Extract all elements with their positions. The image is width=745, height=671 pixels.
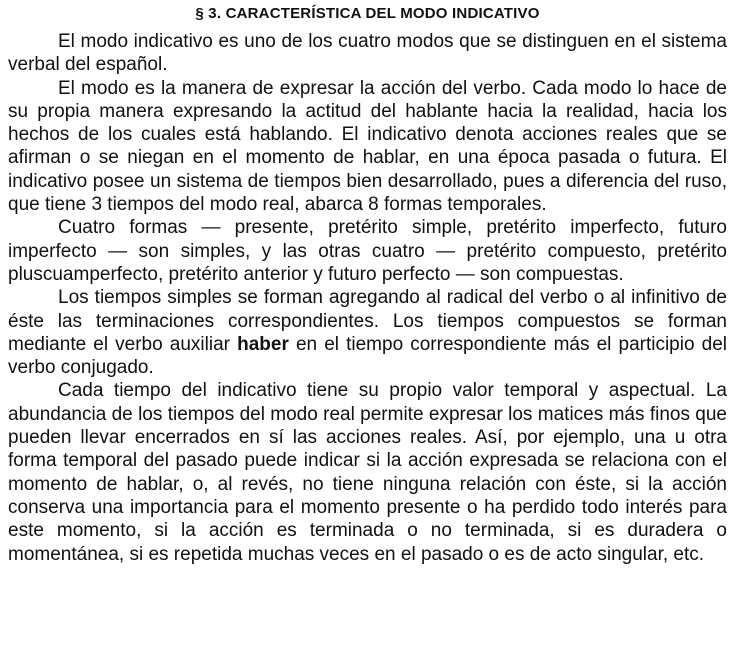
paragraph-5: Cada tiempo del indicativo tiene su propio valor temporal y aspectual. La abundancia de los tiempos del modo real permite expresar los matices más finos que pueden llevar encerrados en sí las acciones reales. Así, por ejemplo, una u otra forma temporal del pasado puede indicar si la acción expresada se relaciona con el momento de hablar, o, al revés, no tiene ninguna relación con éste, si la acción conserva una importancia para el momento presente o ha perdido todo interés para este momento, si la acción es terminada o no terminada, si es duradera o momentánea, si es repetida muchas veces en el pasado o es de acto singular, etc. [8,380,727,565]
paragraph-1: El modo indicativo es uno de los cuatro modos que se distinguen en el sistema verbal del español. [8,31,727,76]
paragraph-4-text-before: Los tiempos simples se forman agregando al radical del verbo o al infinitivo de éste las terminaciones correspondientes. Los tiempos compuestos se forman mediante el verbo auxiliar [8,287,727,355]
paragraph-4 [8,286,727,379]
paragraph-4-text-after: en el tiempo correspondiente más el participio del verbo conjugado. [8,333,727,379]
paragraph-2: El modo es la manera de expresar la acción del verbo. Cada modo lo hace de su propia manera expresando la actitud del hablante hacia la realidad, hacia los hechos de los cuales está hablando. El indicativo denota acciones reales que se afirman o se niegan en el momento de hablar, en una época pasada o futura. El indicativo posee un sistema de tiempos bien desarrollado, pues a diferencia del ruso, que tiene 3 tiempos del modo real, abarca 8 formas temporales. [8,77,727,216]
section-heading: § 3. CARACTERÍSTICA DEL MODO INDICATIVO [195,5,540,22]
paragraph-4-bold-term: haber [237,333,289,355]
paragraph-3: Cuatro formas — presente, pretérito simple, pretérito imperfecto, futuro imperfecto — son simples, y las otras cuatro — pretérito compuesto, pretérito pluscuamperfecto, pretérito anterior y futuro perfecto — son compuestas. [8,217,727,285]
